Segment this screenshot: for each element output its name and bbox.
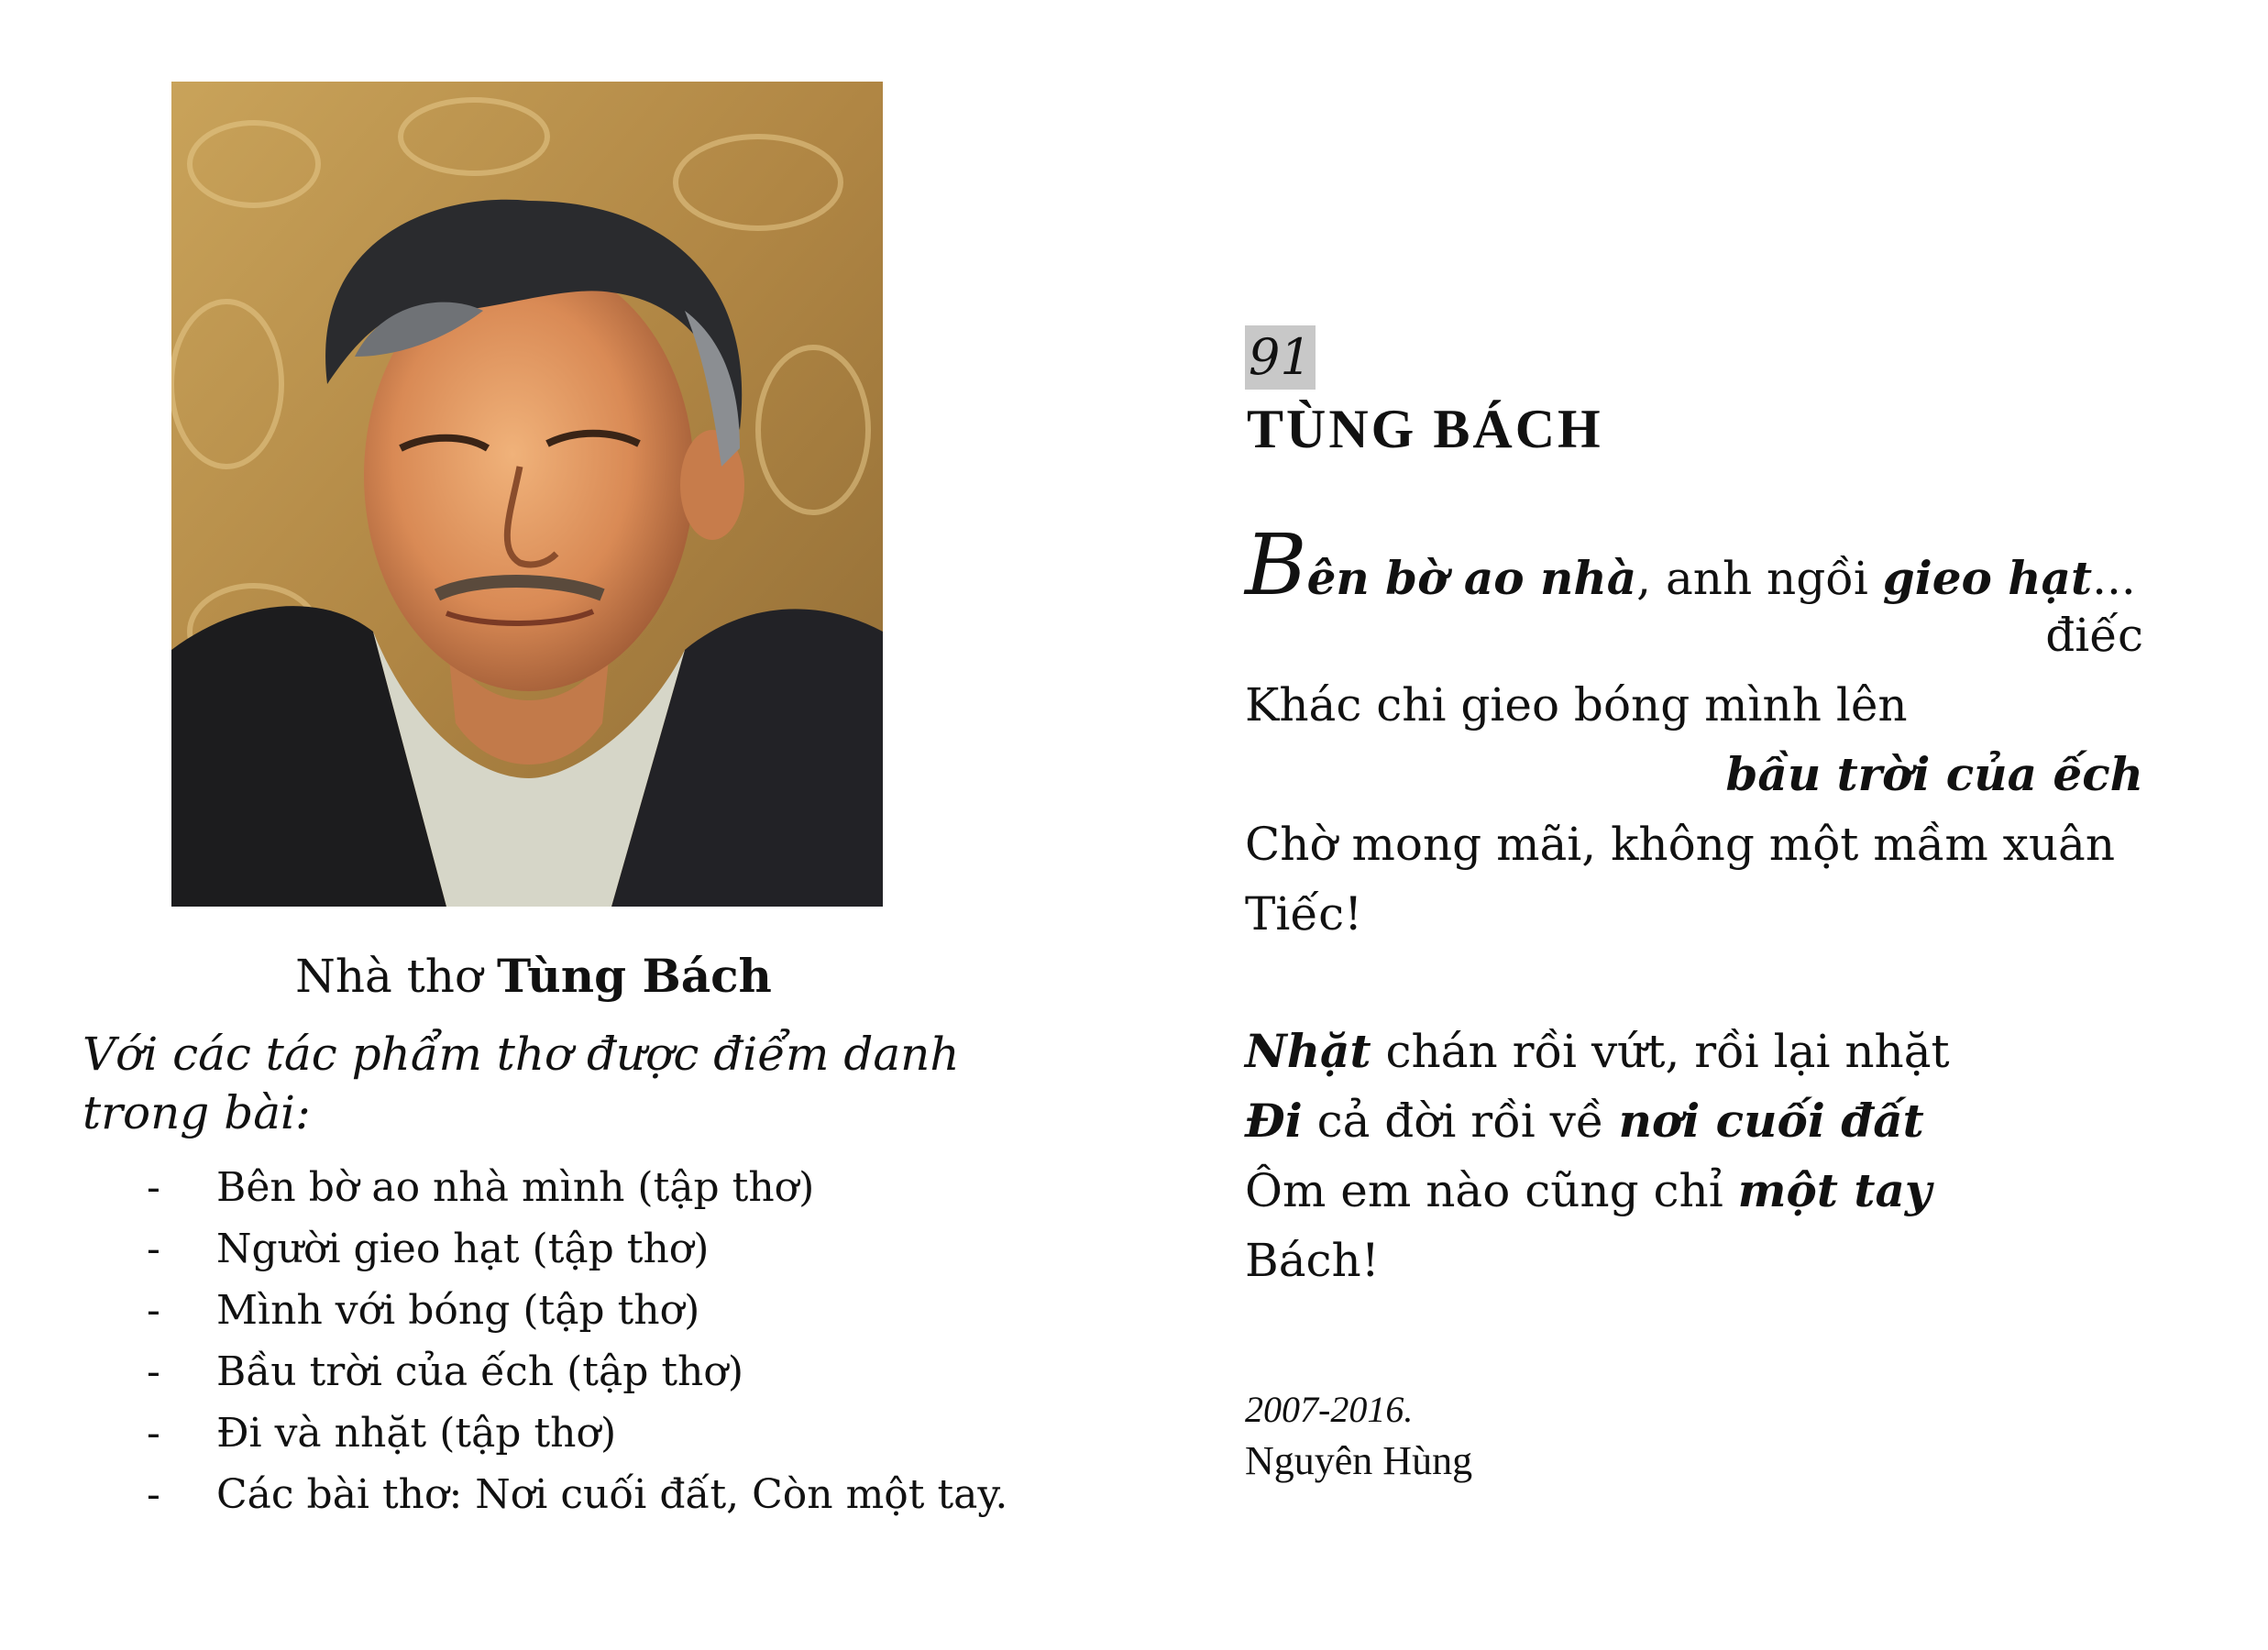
poem-line-7 — [1245, 1019, 1950, 1084]
list-item — [147, 1341, 1018, 1402]
list-item — [147, 1280, 1018, 1341]
poem-author: Nguyên Hùng — [1245, 1438, 1473, 1483]
emphasis-text: gieo hạt — [1882, 551, 2093, 605]
poem-line-5: Chờ mong mãi, không một mầm xuân — [1245, 818, 2116, 871]
work-title: Người gieo hạt (tập thơ) — [216, 1226, 710, 1272]
poem-line-10: Bách! — [1245, 1234, 1380, 1287]
list-item — [147, 1157, 1018, 1218]
plain-text: cả đời rồi về — [1302, 1094, 1619, 1148]
list-bullet: - — [147, 1348, 160, 1395]
poet-portrait — [171, 82, 883, 907]
poem-line-3: Khác chi gieo bóng mình lên — [1245, 678, 1908, 732]
poem-line-6: Tiếc! — [1245, 887, 1363, 940]
poem-line-4: bầu trời của ếch — [1725, 747, 2143, 801]
work-title: Đi và nhặt (tập thơ) — [216, 1410, 617, 1457]
caption-prefix: Nhà thơ — [295, 950, 483, 1003]
portrait-caption — [171, 944, 896, 1008]
emphasis-text: một tay — [1737, 1163, 1932, 1217]
work-title: Bên bờ ao nhà mình (tập thơ) — [216, 1164, 815, 1211]
list-item — [147, 1464, 1018, 1525]
portrait-illustration — [171, 82, 883, 907]
plain-text: , anh ngồi — [1636, 552, 1883, 605]
plain-text: chán rồi vứt, rồi lại nhặt — [1371, 1025, 1950, 1078]
emphasis-text: Đi — [1245, 1094, 1303, 1148]
list-bullet: - — [147, 1410, 160, 1457]
emphasis-text: Nhặt — [1245, 1024, 1371, 1078]
poem-title: TÙNG BÁCH — [1247, 399, 1603, 459]
work-title: Mình với bóng (tập thơ) — [216, 1287, 700, 1334]
list-bullet: - — [147, 1471, 160, 1518]
poem-number: 91 — [1245, 325, 1316, 390]
poem-line-9 — [1245, 1159, 1932, 1223]
works-list — [147, 1157, 1018, 1525]
work-title: Các bài thơ: Nơi cuối đất, Còn một tay. — [216, 1471, 1008, 1518]
poem-line-2: điếc — [2045, 609, 2143, 662]
list-item — [147, 1402, 1018, 1464]
list-bullet: - — [147, 1287, 160, 1334]
caption-poet-name: Tùng Bách — [497, 949, 772, 1003]
list-item — [147, 1218, 1018, 1280]
emphasis-text: ên bờ ao nhà — [1306, 551, 1637, 605]
list-bullet: - — [147, 1164, 160, 1211]
poem-date: 2007-2016. — [1245, 1389, 1414, 1430]
drop-cap: B — [1245, 516, 1307, 614]
emphasis-text: nơi cuối đất — [1618, 1094, 1924, 1148]
poem-line-8 — [1245, 1089, 1924, 1153]
plain-text: ... — [2092, 552, 2136, 605]
work-title: Bầu trời của ếch (tập thơ) — [216, 1348, 744, 1395]
works-intro: Với các tác phẩm thơ được điểm danh trong bài: — [83, 1028, 960, 1139]
list-bullet: - — [147, 1226, 160, 1272]
plain-text: Ôm em nào cũng chỉ — [1245, 1164, 1738, 1217]
poem-line-1 — [1245, 516, 2136, 614]
